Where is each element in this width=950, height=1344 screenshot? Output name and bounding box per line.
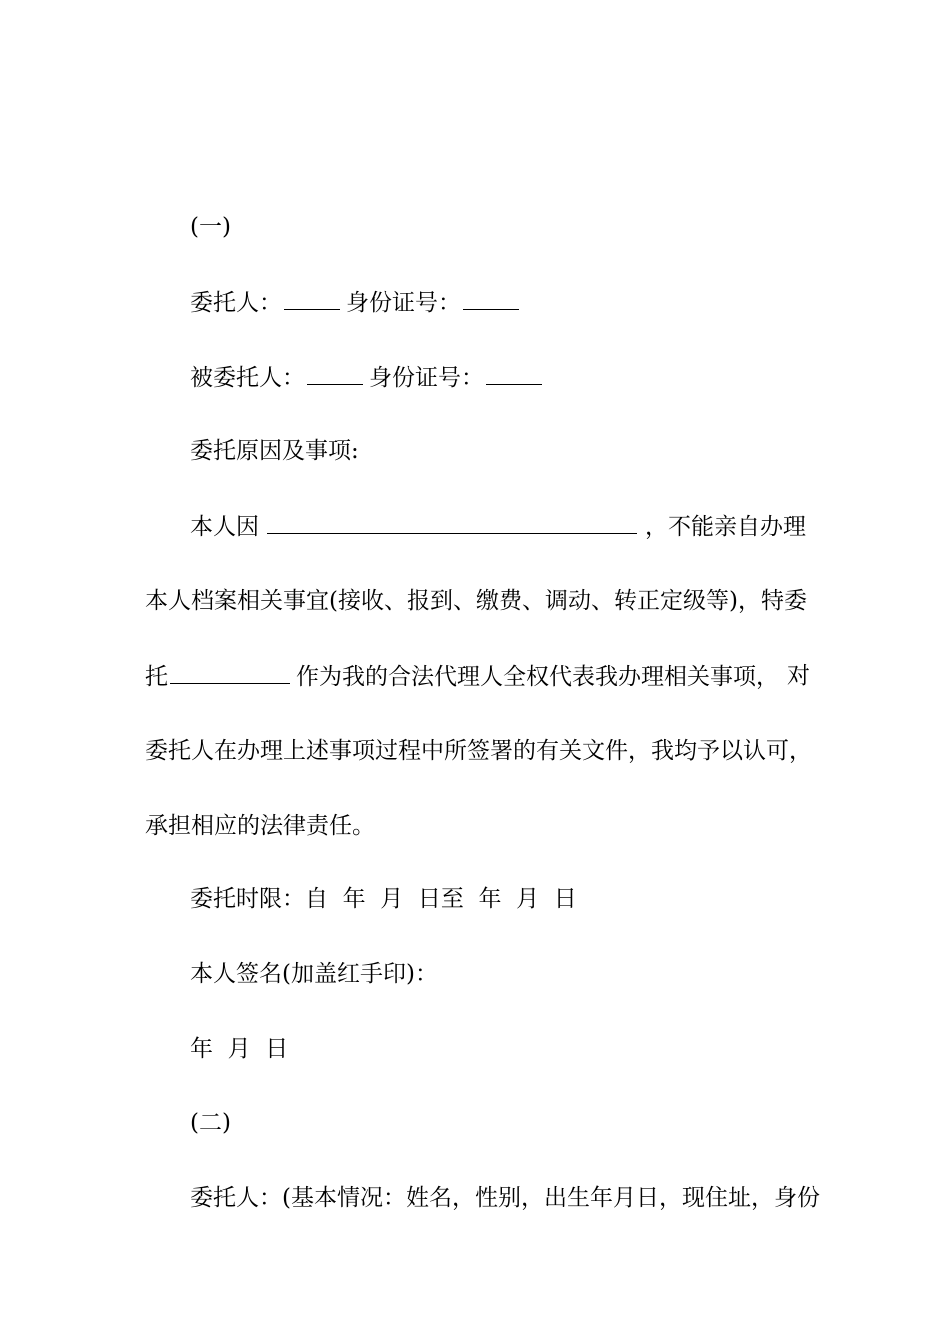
reason-heading: 委托原因及事项: [190, 438, 359, 464]
para-line3-left [145, 661, 779, 692]
paragraph-line-3 [145, 661, 810, 692]
para-cont1: ，不能亲自办理 [645, 514, 806, 540]
paragraph-line-2: 本人档案相关事宜(接收、报到、缴费、调动、转正定级等)，特委 [145, 588, 807, 614]
principal-id-label: 身份证号： [346, 290, 461, 316]
principal-name-blank [284, 287, 340, 310]
para-start: 本人因 [190, 514, 259, 540]
agent-line [190, 362, 810, 393]
section2-principal-line: 委托人：(基本情况：姓名，性别，出生年月日，现住址，身份 [190, 1185, 820, 1211]
para-line3-mid: 作为我的合法代理人全权代表我办理相关事项， [296, 664, 779, 690]
section2-heading: (二) [190, 1110, 231, 1136]
signature-line: 本人签名(加盖红手印)： [190, 961, 438, 987]
agent-id-label: 身份证号： [369, 365, 484, 391]
para-line3-start: 托 [145, 664, 168, 690]
reason-blank [267, 511, 637, 534]
agent-id-blank [486, 362, 542, 385]
principal-line [190, 287, 810, 318]
principal-label: 委托人： [190, 290, 282, 316]
agent-blank [170, 661, 290, 684]
date-line: 年 月 日 [190, 1036, 289, 1062]
section1-heading: (一) [190, 214, 231, 240]
para-line3-end: 对 [787, 663, 810, 689]
term-line: 委托时限：自 年 月 日至 年 月 日 [190, 886, 577, 912]
agent-label: 被委托人： [190, 365, 305, 391]
paragraph-line-4: 委托人在办理上述事项过程中所签署的有关文件，我均予以认可， [145, 738, 812, 764]
agent-name-blank [307, 362, 363, 385]
principal-id-blank [463, 287, 519, 310]
paragraph-line-5: 承担相应的法律责任。 [145, 813, 375, 839]
paragraph-line-1 [190, 511, 810, 542]
